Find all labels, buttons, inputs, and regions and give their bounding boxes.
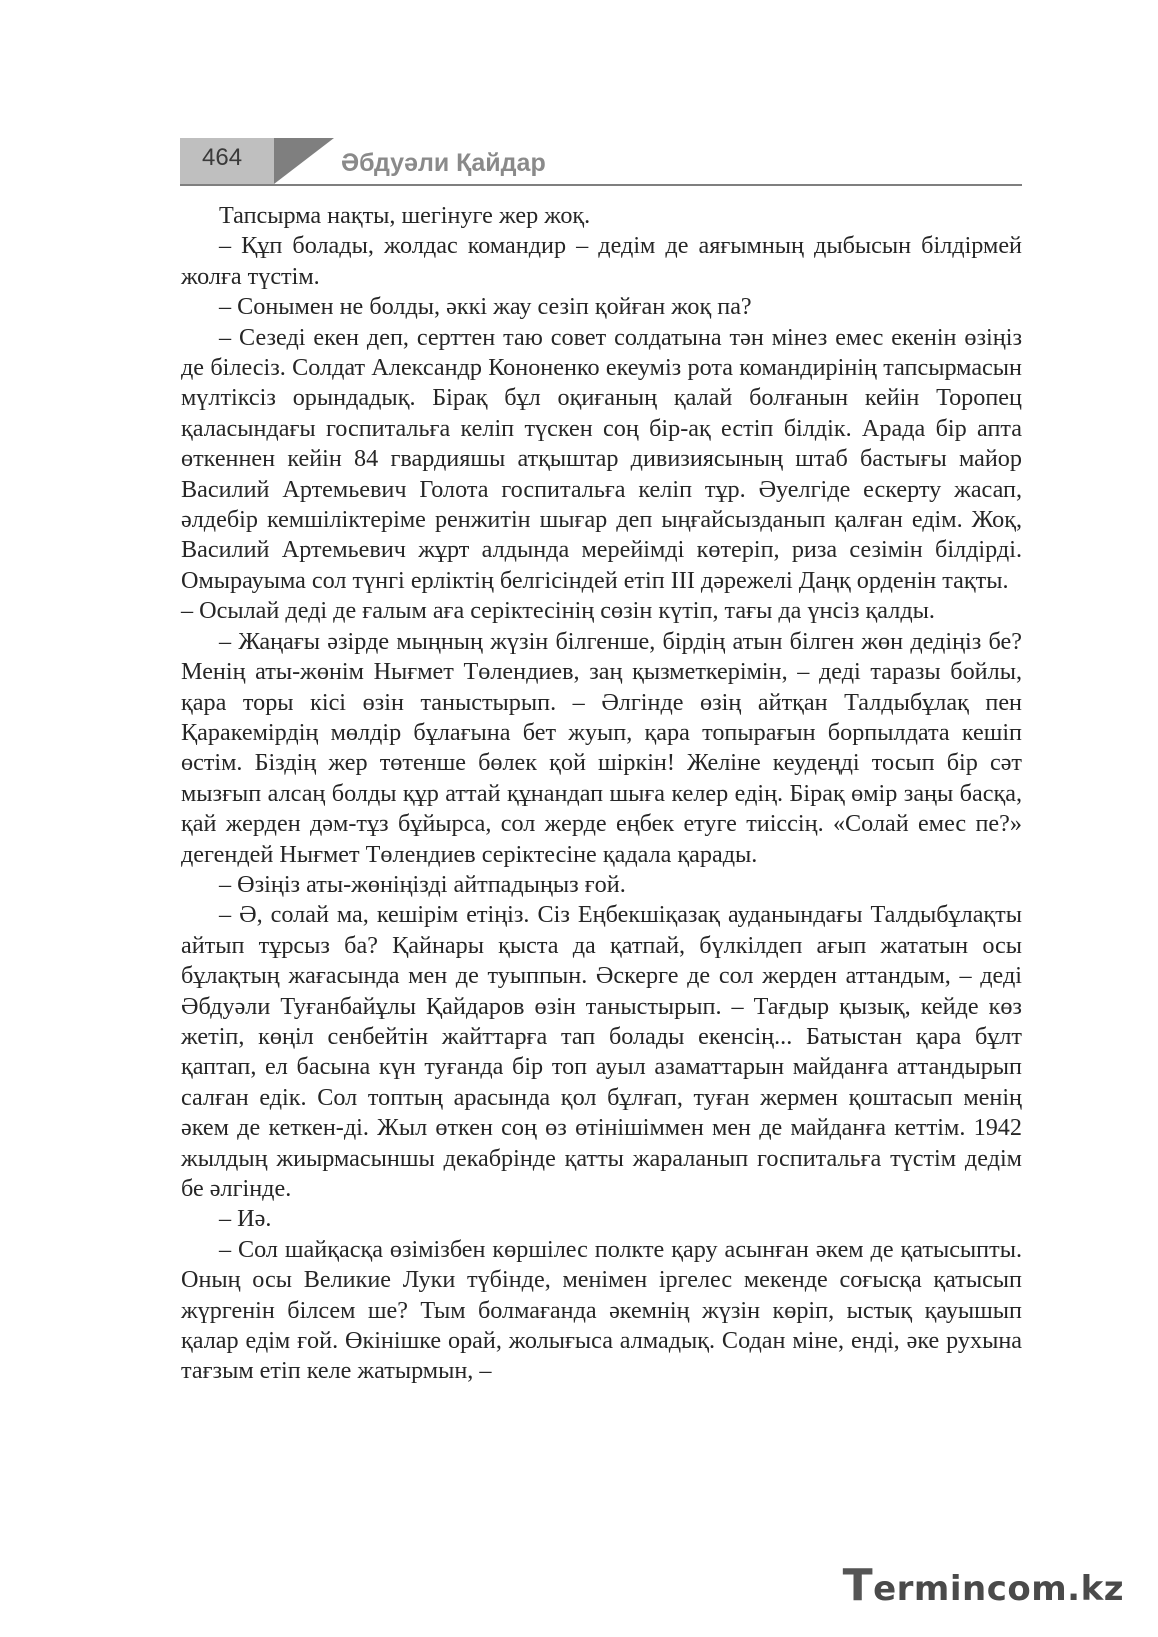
body-text: [181, 201, 1022, 1387]
paragraph-5: – Осылай деді де ғалым аға серіктесінің сөзін күтіп, тағы да үнсіз қалды.: [181, 597, 935, 625]
header-rule: [180, 184, 1022, 186]
paragraph-1: Тапсырма нақты, шегінуге жер жоқ.: [219, 202, 591, 229]
header-arrow-shape: [274, 138, 334, 184]
watermark-initial: T: [842, 1560, 874, 1611]
paragraph-3: – Сонымен не болды, әккі жау сезіп қойған жоқ па?: [219, 293, 752, 321]
page-number-tab: [180, 138, 274, 184]
paragraph-8: – Ә, солай ма, кешірім етіңіз. Сіз Еңбекшіқазақ ауданындағы Талдыбұлақты айтып тұрсыз ба? Қайнары қыста да қатпай, бүлкілдеп ағып жататын осы бұлақтың жағасында мен де туыппын. Әскерге де сол жерден аттандым, – деді Әбдуәли Туғанбайұлы Қайдаров өзін таныстырып. – Тағдыр қызық, кейде көз жетіп, көңіл сенбейтін жайттарға тап болады екенсің... Батыстан қара бұлт қаптап, ел басына күн туғанда бір топ ауыл азаматтарын майданға аттандырып салған едік. Сол топтың арасында қол бұлғап, туған жермен қоштасып менің әкем де кеткен-ді. Жыл өткен соң өз өтінішіммен мен де майданға кеттім. 1942 жылдың жиырмасыншы декабрінде қатты жараланып госпитальға түстім дедім бе әлгінде.: [181, 901, 1022, 1202]
paragraph-6: – Жаңағы әзірде мыңның жүзін білгенше, бірдің атын білген жөн дедіңіз бе? Менің аты-жөнім Нығмет Төлендиев, заң қызметкерімін, – деді таразы бойлы, қара торы кісі өзін таныстырып. – Әлгінде өзің айтқан Талдыбұлақ пен Қаракемірдің мөлдір бұлағына бет жуып, қара топырағын борпылдата кешіп өстім. Біздің жер төтенше бөлек қой шіркін! Желіне кеудеңді тосып бір сәт мызғып алсаң болды құр аттай құнандап шыға келер едің. Бірақ өмір заңы басқа, қай жерден дәм-тұз бұйырса, сол жерде еңбек етуге тиіссің. «Солай емес пе?» дегендей Нығмет Төлендиев серіктесіне қадала қарады.: [181, 627, 1022, 868]
paragraph-10: – Сол шайқасқа өзімізбен көршілес полкте қару асынған әкем де қатысыпты. Оның осы Великие Луки түбінде, менімен іргелес мекенде соғысқа қатысып жүргенін білсем ше? Тым болмағанда әкемнің жүзін көріп, ыстық қауышып қалар едім ғой. Өкінішке орай, жолығыса алмадық. Содан міне, енді, әке рухына тағзым етіп келе жатырмын, –: [181, 1235, 1022, 1385]
termincom-watermark-logo: [843, 1560, 1124, 1611]
watermark-magnifier-o: o: [1007, 1569, 1032, 1609]
page-number: 464: [202, 144, 243, 171]
paragraph-7: – Өзіңіз аты-жөніңізді айтпадыңыз ғой.: [219, 870, 626, 898]
watermark-text-2: m.kz: [1031, 1569, 1124, 1609]
paragraph-2: – Құп болады, жолдас командир – дедім де аяғымның дыбысын білдірмей жолға түстім.: [181, 232, 1022, 290]
watermark-text-1: erminc: [873, 1569, 1008, 1609]
running-header: [180, 138, 1022, 188]
paragraph-4: – Сезеді екен деп, серттен таю совет солдатына тән мінез емес екенін өзіңіз де білесіз. Солдат Александр Кононенко екеуміз рота командирінің тапсырмасын мүлтіксіз орындадық. Бірақ бұл оқиғаның қалай болғанын кейін Торопец қаласындағы госпитальға келіп түскен соң бір-ақ естіп білдік. Арада бір апта өткеннен кейін 84 гвардияшы атқыштар дивизиясының штаб бастығы майор Василий Артемьевич Голота госпитальға келіп тұр. Әуелгіде ескерту жасап, әлдебір кемшіліктеріме ренжитін шығар деп ыңғайсызданып қалған едім. Жоқ, Василий Артемьевич жұрт алдында мерейімді көтеріп, риза сезімін білдірді. Омырауыма сол түнгі ерліктің белгісіндей етіп III дәрежелі Даңқ орденін тақты.: [181, 323, 1022, 594]
paragraph-9: – Иә.: [219, 1205, 272, 1233]
running-title-author: Әбдуәли Қайдар: [341, 149, 546, 177]
